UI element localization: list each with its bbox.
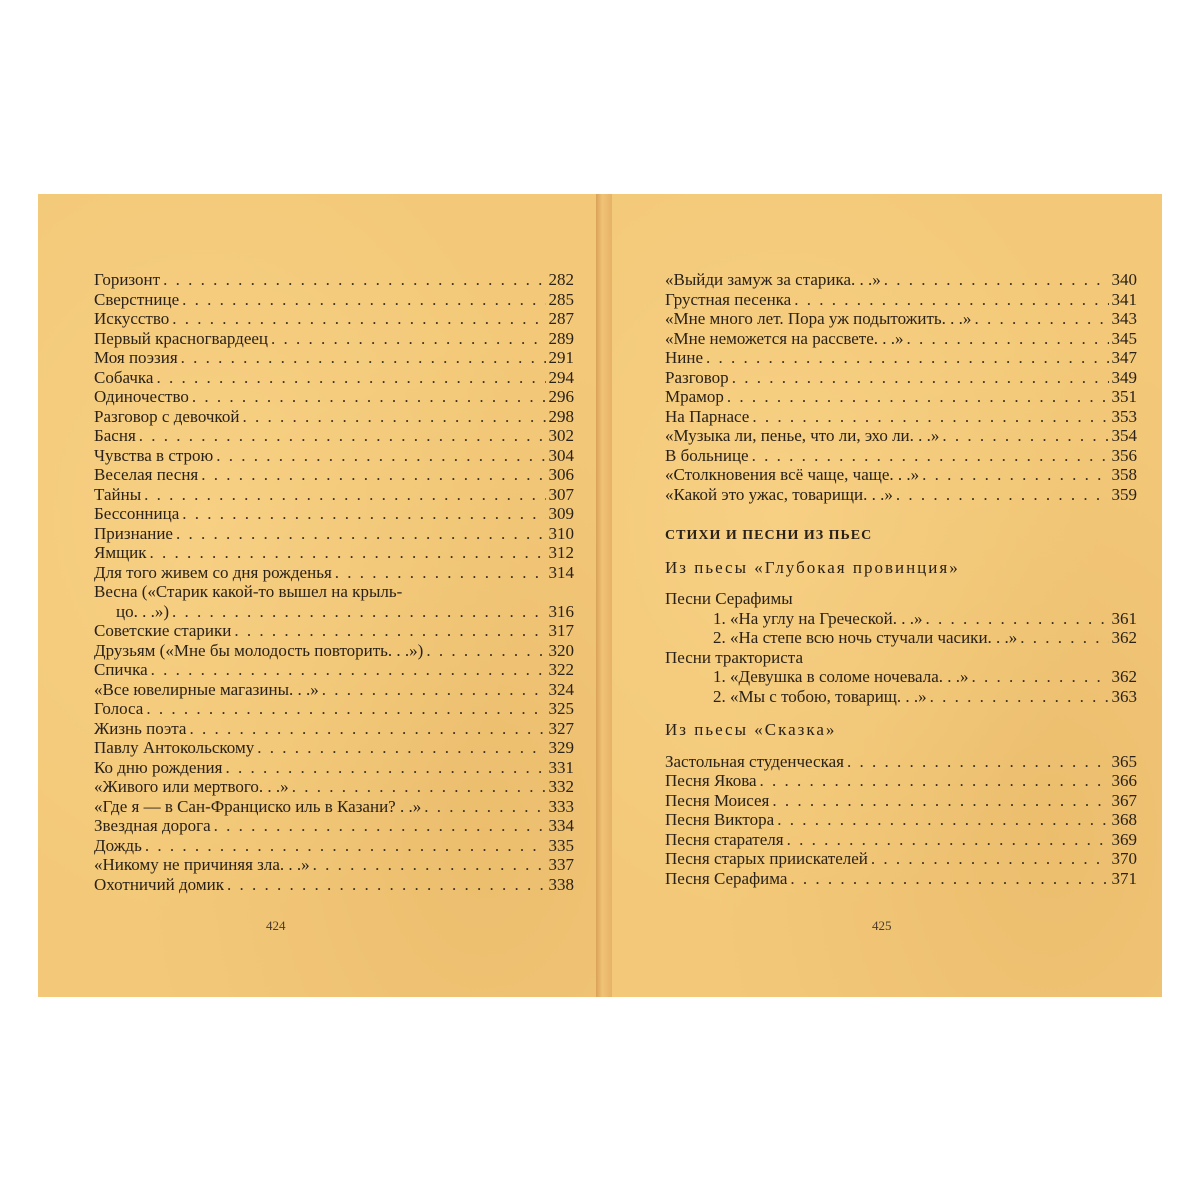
entry-title: Горизонт xyxy=(94,270,161,289)
dot-leader xyxy=(139,426,546,446)
entry-page-number: 316 xyxy=(548,601,574,621)
toc-entry xyxy=(94,719,574,739)
entry-title: На Парнасе xyxy=(665,406,750,426)
dot-leader xyxy=(176,524,546,544)
entry-title: «Мне неможется на рассвете. . .» xyxy=(665,328,904,348)
dot-leader xyxy=(871,849,1109,869)
entry-page-number: 338 xyxy=(548,874,574,894)
entry-page-number: 335 xyxy=(548,835,574,855)
dot-leader xyxy=(794,290,1108,310)
entry-title: Охотничий домик xyxy=(94,874,224,894)
entry-page-number: 362 xyxy=(1111,628,1137,647)
entry-page-number: 368 xyxy=(1111,810,1137,829)
entry-page-number: 363 xyxy=(1111,686,1137,706)
entry-title: Сверстнице xyxy=(94,289,180,309)
entry-page-number: 285 xyxy=(548,289,574,309)
entry-title: Нине xyxy=(665,348,704,367)
left-toc xyxy=(94,270,574,894)
entry-page-number: 291 xyxy=(548,348,574,367)
entry-page-number: 367 xyxy=(1111,790,1137,810)
dot-leader xyxy=(225,758,545,778)
entry-title: Жизнь поэта xyxy=(94,718,187,738)
dot-leader xyxy=(942,426,1108,446)
entry-title: Мрамор xyxy=(665,387,724,406)
entry-page-number: 333 xyxy=(548,796,574,816)
toc-entry xyxy=(665,849,1137,869)
page-number-left: 424 xyxy=(266,918,286,933)
dot-leader xyxy=(214,816,546,836)
entry-page-number: 296 xyxy=(548,387,574,406)
toc-entry xyxy=(94,836,574,856)
section-title: СТИХИ И ПЕСНИ ИЗ ПЬЕС xyxy=(665,528,873,543)
entry-page-number: 317 xyxy=(548,621,574,640)
dot-leader xyxy=(760,771,1109,791)
entry-page-number: 371 xyxy=(1111,868,1137,888)
entry-title: Для того живем со дня рожденья xyxy=(94,562,332,582)
toc-entry xyxy=(94,485,574,505)
toc-entry xyxy=(665,810,1137,830)
play-title-2: Из пьесы «Сказка» xyxy=(665,720,837,739)
toc-entry xyxy=(94,621,574,641)
entry-page-number: 366 xyxy=(1111,771,1137,790)
right-entries xyxy=(665,270,1137,504)
entry-page-number: 325 xyxy=(548,699,574,718)
entry-title: В больнице xyxy=(665,445,749,465)
entry-page-number: 282 xyxy=(548,270,574,289)
dot-leader xyxy=(156,368,545,388)
entry-title: Грустная песенка xyxy=(665,289,792,309)
entry-title: Песня Серафима xyxy=(665,868,788,888)
entry-page-number: 331 xyxy=(548,757,574,777)
toc-entry xyxy=(665,752,1137,772)
entry-page-number: 347 xyxy=(1111,348,1137,367)
toc-entry xyxy=(94,660,574,680)
entry-title: Разговор с девочкой xyxy=(94,406,240,426)
dot-leader xyxy=(182,504,545,524)
entry-title: «Выйди замуж за старика. . .» xyxy=(665,270,881,289)
dot-leader xyxy=(847,752,1109,772)
play-title-1: Из пьесы «Глубокая провинция» xyxy=(665,557,960,577)
entry-title: Басня xyxy=(94,426,136,445)
entry-title: Чувства в строю xyxy=(94,445,214,465)
toc-entry xyxy=(665,465,1137,485)
entry-page-number: 309 xyxy=(548,504,574,523)
entry-page-number: 332 xyxy=(548,777,574,796)
dot-leader xyxy=(930,687,1109,707)
toc-entry xyxy=(94,699,574,719)
entry-page-number: 327 xyxy=(548,718,574,738)
entry-title: Веселая песня xyxy=(94,465,199,484)
dot-leader xyxy=(787,830,1109,850)
toc-entry xyxy=(665,387,1137,407)
toc-entry xyxy=(94,875,574,895)
toc-entry xyxy=(665,869,1137,889)
entry-page-number: 304 xyxy=(548,445,574,465)
dot-leader xyxy=(972,667,1109,687)
dot-leader xyxy=(172,309,545,329)
toc-entry xyxy=(94,680,574,700)
entry-page-number: 302 xyxy=(548,426,574,445)
toc-entry xyxy=(665,791,1137,811)
entry-page-number: 349 xyxy=(1111,367,1137,387)
dot-leader xyxy=(974,309,1108,329)
dot-leader xyxy=(163,270,545,290)
entry-title: Собачка xyxy=(94,367,154,387)
entry-title: «Все ювелирные магазины. . .» xyxy=(94,679,319,699)
entry-title: Песня старателя xyxy=(665,829,784,849)
entry-page-number: 343 xyxy=(1111,309,1137,328)
entry-title: «Никому не причиняя зла. . .» xyxy=(94,855,310,874)
dot-leader xyxy=(884,270,1109,290)
entry-page-number: 365 xyxy=(1111,751,1137,771)
toc-entry xyxy=(94,816,574,836)
entry-title: Песня старых приискателей xyxy=(665,849,868,868)
group-title-1: Песни Серафимы xyxy=(665,589,793,608)
toc-entry xyxy=(94,446,574,466)
entry-title: 2. «На степе всю ночь стучали часики. . .» xyxy=(713,628,1018,647)
entry-title: «Музыка ли, пенье, что ли, эхо ли. . .» xyxy=(665,426,940,445)
toc-entry xyxy=(94,641,574,661)
group1-items xyxy=(665,609,1137,648)
dot-leader xyxy=(234,621,545,641)
toc-entry xyxy=(665,368,1137,388)
dot-leader xyxy=(216,446,545,466)
toc-entry xyxy=(665,270,1137,290)
entry-page-number: 369 xyxy=(1111,829,1137,849)
toc-entry xyxy=(665,309,1137,329)
toc-entry xyxy=(94,309,574,329)
entry-title: Звездная дорога xyxy=(94,816,211,835)
toc-entry xyxy=(94,426,574,446)
entry-page-number: 351 xyxy=(1111,387,1137,406)
entry-title: «Столкновения всё чаще, чаще. . .» xyxy=(665,465,920,484)
dot-leader xyxy=(926,609,1109,629)
dot-leader xyxy=(706,348,1108,368)
entry-title: Разговор xyxy=(665,367,729,387)
toc-entry xyxy=(665,348,1137,368)
dot-leader xyxy=(752,407,1108,427)
entry-page-number: 289 xyxy=(548,328,574,348)
entry-title: 1. «Девушка в соломе ночевала. . .» xyxy=(713,667,969,686)
toc-entry xyxy=(665,446,1137,466)
toc-entry xyxy=(665,426,1137,446)
dot-leader xyxy=(335,563,546,583)
toc-entry xyxy=(94,524,574,544)
dot-leader xyxy=(192,387,546,407)
entry-title: Друзьям («Мне бы молодость повторить. . .») xyxy=(94,640,424,660)
left-page xyxy=(38,194,596,997)
dot-leader xyxy=(907,329,1109,349)
toc-entry xyxy=(94,387,574,407)
entry-page-number: 306 xyxy=(548,465,574,484)
toc-entry xyxy=(665,667,1137,687)
toc-entry xyxy=(94,465,574,485)
entry-page-number: 307 xyxy=(548,484,574,504)
entry-page-number: 324 xyxy=(548,679,574,699)
entry-title: Советские старики xyxy=(94,621,232,640)
book-gutter xyxy=(596,194,612,997)
entry-title: Застольная студенческая xyxy=(665,751,844,771)
dot-leader xyxy=(201,465,545,485)
dot-leader xyxy=(292,777,546,797)
toc-entry xyxy=(665,609,1137,629)
dot-leader xyxy=(732,368,1109,388)
dot-leader xyxy=(313,855,546,875)
dot-leader xyxy=(181,348,546,368)
entry-title: Одиночество xyxy=(94,387,189,406)
dot-leader xyxy=(790,869,1108,889)
entry-title: Павлу Антокольскому xyxy=(94,738,255,757)
entry-page-number: 345 xyxy=(1111,328,1137,348)
dot-leader xyxy=(922,465,1108,485)
toc-entry xyxy=(94,348,574,368)
entry-page-number: 340 xyxy=(1111,270,1137,289)
entry-title: Признание xyxy=(94,523,173,543)
toc-entry xyxy=(94,758,574,778)
group2-items xyxy=(665,667,1137,706)
entry-title: Весна («Старик какой-то вышел на крыль- xyxy=(94,582,403,601)
dot-leader xyxy=(151,660,546,680)
entry-title: Песня Якова xyxy=(665,771,757,790)
toc-entry xyxy=(94,368,574,388)
entry-title: Песня Моисея xyxy=(665,790,770,810)
entry-title: Тайны xyxy=(94,484,142,504)
toc-entry xyxy=(94,407,574,427)
entry-title: 2. «Мы с тобою, товарищ. . .» xyxy=(713,686,927,706)
toc-entry xyxy=(94,797,574,817)
dot-leader xyxy=(144,485,545,505)
right-page xyxy=(612,194,1162,997)
toc-entry xyxy=(665,687,1137,707)
dot-leader xyxy=(777,810,1108,830)
toc-entry xyxy=(94,777,574,797)
toc-entry xyxy=(94,290,574,310)
toc-entry xyxy=(665,830,1137,850)
entry-title: Моя поэзия xyxy=(94,348,178,367)
entry-title: «Какой это ужас, товарищи. . .» xyxy=(665,484,893,504)
toc-entry xyxy=(94,855,574,875)
entry-page-number: 362 xyxy=(1111,667,1137,686)
entry-title: Дождь xyxy=(94,835,142,855)
toc-entry xyxy=(94,543,574,563)
toc-entry xyxy=(94,270,574,290)
right-toc xyxy=(665,270,1137,888)
toc-entry xyxy=(665,407,1137,427)
entry-page-number: 320 xyxy=(548,640,574,660)
entry-page-number: 329 xyxy=(548,738,574,757)
entry-title: Песня Виктора xyxy=(665,810,775,829)
entry-page-number: 358 xyxy=(1111,465,1137,484)
dot-leader xyxy=(727,387,1109,407)
entry-title: Бессонница xyxy=(94,504,180,523)
entry-title: «Где я — в Сан-Франциско иль в Казани? . .» xyxy=(94,796,422,816)
toc-entry xyxy=(665,771,1137,791)
dot-leader xyxy=(145,836,546,856)
dot-leader xyxy=(271,329,545,349)
entry-page-number: 294 xyxy=(548,367,574,387)
entry-title: Искусство xyxy=(94,309,170,328)
entry-title: Ко дню рождения xyxy=(94,757,223,777)
dot-leader xyxy=(426,641,545,661)
entry-page-number: 312 xyxy=(548,543,574,562)
entry-title: 1. «На углу на Греческой. . .» xyxy=(713,608,923,628)
entry-title-continuation: цо. . .») xyxy=(116,601,170,621)
entry-page-number: 354 xyxy=(1111,426,1137,445)
toc-entry xyxy=(665,290,1137,310)
entry-page-number: 361 xyxy=(1111,608,1137,628)
toc-entry xyxy=(665,628,1137,648)
play2-entries xyxy=(665,752,1137,889)
entry-page-number: 359 xyxy=(1111,484,1137,504)
dot-leader xyxy=(322,680,546,700)
toc-entry xyxy=(665,329,1137,349)
toc-entry xyxy=(94,329,574,349)
dot-leader xyxy=(257,738,545,758)
entry-title: Спичка xyxy=(94,660,148,679)
entry-page-number: 337 xyxy=(548,855,574,874)
dot-leader xyxy=(772,791,1108,811)
entry-page-number: 341 xyxy=(1111,289,1137,309)
group-title-2: Песни тракториста xyxy=(665,647,803,667)
dot-leader xyxy=(182,290,545,310)
toc-entry xyxy=(665,485,1137,505)
entry-title: «Мне много лет. Пора уж подытожить. . .» xyxy=(665,309,972,328)
entry-page-number: 353 xyxy=(1111,406,1137,426)
entry-title: Ямщик xyxy=(94,543,147,562)
toc-entry xyxy=(94,504,574,524)
dot-leader xyxy=(242,407,545,427)
dot-leader xyxy=(227,875,546,895)
entry-page-number: 310 xyxy=(548,523,574,543)
page-number-right: 425 xyxy=(872,918,892,933)
entry-page-number: 298 xyxy=(548,406,574,426)
toc-entry xyxy=(94,582,574,602)
entry-page-number: 356 xyxy=(1111,445,1137,465)
toc-entry xyxy=(94,563,574,583)
dot-leader xyxy=(896,485,1109,505)
dot-leader xyxy=(424,797,545,817)
entry-page-number: 334 xyxy=(548,816,574,835)
dot-leader xyxy=(150,543,546,563)
entry-page-number: 287 xyxy=(548,309,574,328)
dot-leader xyxy=(172,602,545,622)
dot-leader xyxy=(752,446,1109,466)
entry-page-number: 370 xyxy=(1111,849,1137,868)
dot-leader xyxy=(1020,628,1108,648)
toc-entry xyxy=(94,738,574,758)
entry-title: Первый красногвардеец xyxy=(94,328,269,348)
entry-page-number: 322 xyxy=(548,660,574,679)
toc-entry-continuation xyxy=(94,602,574,622)
dot-leader xyxy=(146,699,545,719)
dot-leader xyxy=(189,719,545,739)
entry-title: Голоса xyxy=(94,699,144,718)
entry-title: «Живого или мертвого. . .» xyxy=(94,777,289,796)
entry-page-number: 314 xyxy=(548,562,574,582)
